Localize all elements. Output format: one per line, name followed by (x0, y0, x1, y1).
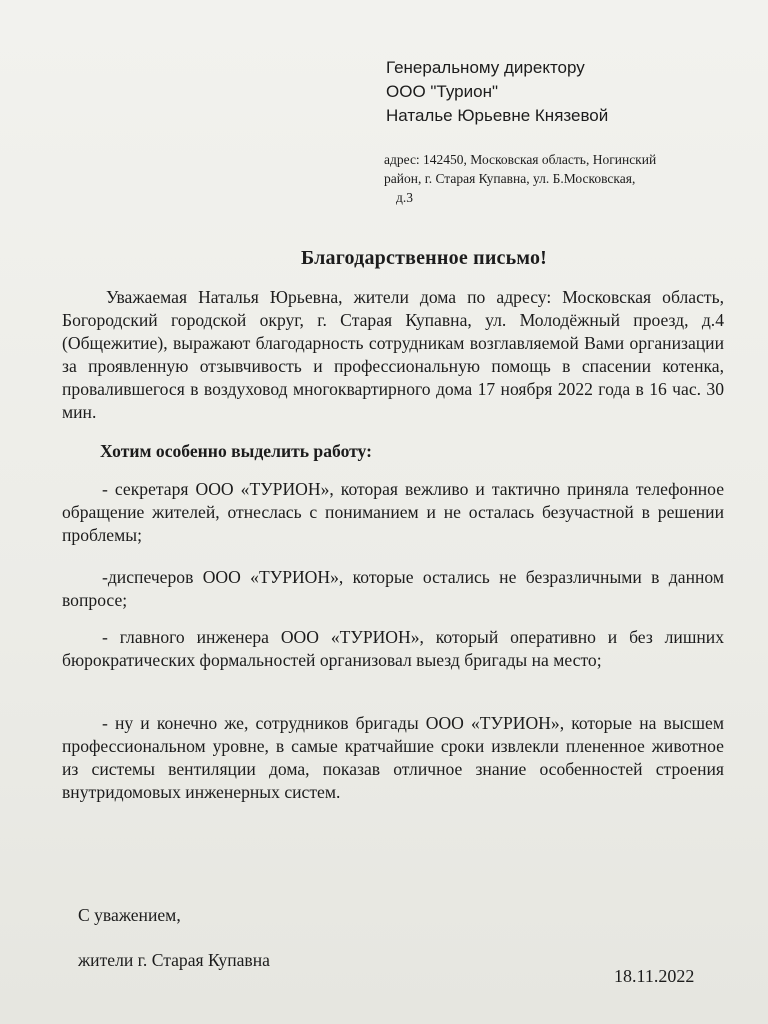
address-block (384, 150, 714, 207)
address-line-2: район, г. Старая Купавна, ул. Б.Московская, (384, 171, 636, 186)
address-line-3: д.3 (396, 190, 413, 205)
list-item-secretary: - секретаря ООО «ТУРИОН», которая вежливо и тактично приняла телефонное обращение жителей, отнеслась с пониманием и не осталась безучастной в решении проблемы; (62, 479, 724, 545)
closing-phrase: С уважением, (78, 905, 181, 925)
addressee-company: ООО "Турион" (386, 82, 498, 101)
letter-date: 18.11.2022 (614, 966, 695, 986)
addressee-position: Генеральному директору (386, 58, 585, 77)
highlight-heading: Хотим особенно выделить работу: (100, 441, 372, 461)
address-line-1: адрес: 142450, Московская область, Ногинский (384, 152, 657, 167)
addressee-name: Наталье Юрьевне Князевой (386, 106, 609, 125)
list-item-chief-engineer: - главного инженера ООО «ТУРИОН», который оперативно и без лишних бюрократических формальностей организовал выезд бригады на место; (62, 627, 724, 670)
intro-paragraph (62, 286, 724, 424)
intro-text: Уважаемая Наталья Юрьевна, жители дома по адресу: Московская область, Богородский городской округ, г. Старая Купавна, ул. Молодёжный проезд, д.4 (Общежитие), выражают благодарность сотрудникам возглавляемой Вами организации за проявленную отзывчивость и профессиональную помощь в спасении котенка, провалившегося в воздуховод многоквартирного дома 17 ноября 2022 года в 16 час. 30 мин. (62, 287, 724, 422)
list-item-dispatchers: -диспечеров ООО «ТУРИОН», которые остались не безразличными в данном вопросе; (62, 567, 724, 610)
signature: жители г. Старая Купавна (78, 950, 270, 970)
letter-title: Благодарственное письмо! (300, 247, 548, 269)
list-item-brigade: - ну и конечно же, сотрудников бригады ООО «ТУРИОН», которые на высшем профессиональном уровне, в самые кратчайшие сроки извлекли плененное животное из системы вентиляции дома, показав отличное знание особенностей строения внутридомовых инженерных систем. (62, 713, 724, 802)
addressee-block (386, 56, 608, 128)
